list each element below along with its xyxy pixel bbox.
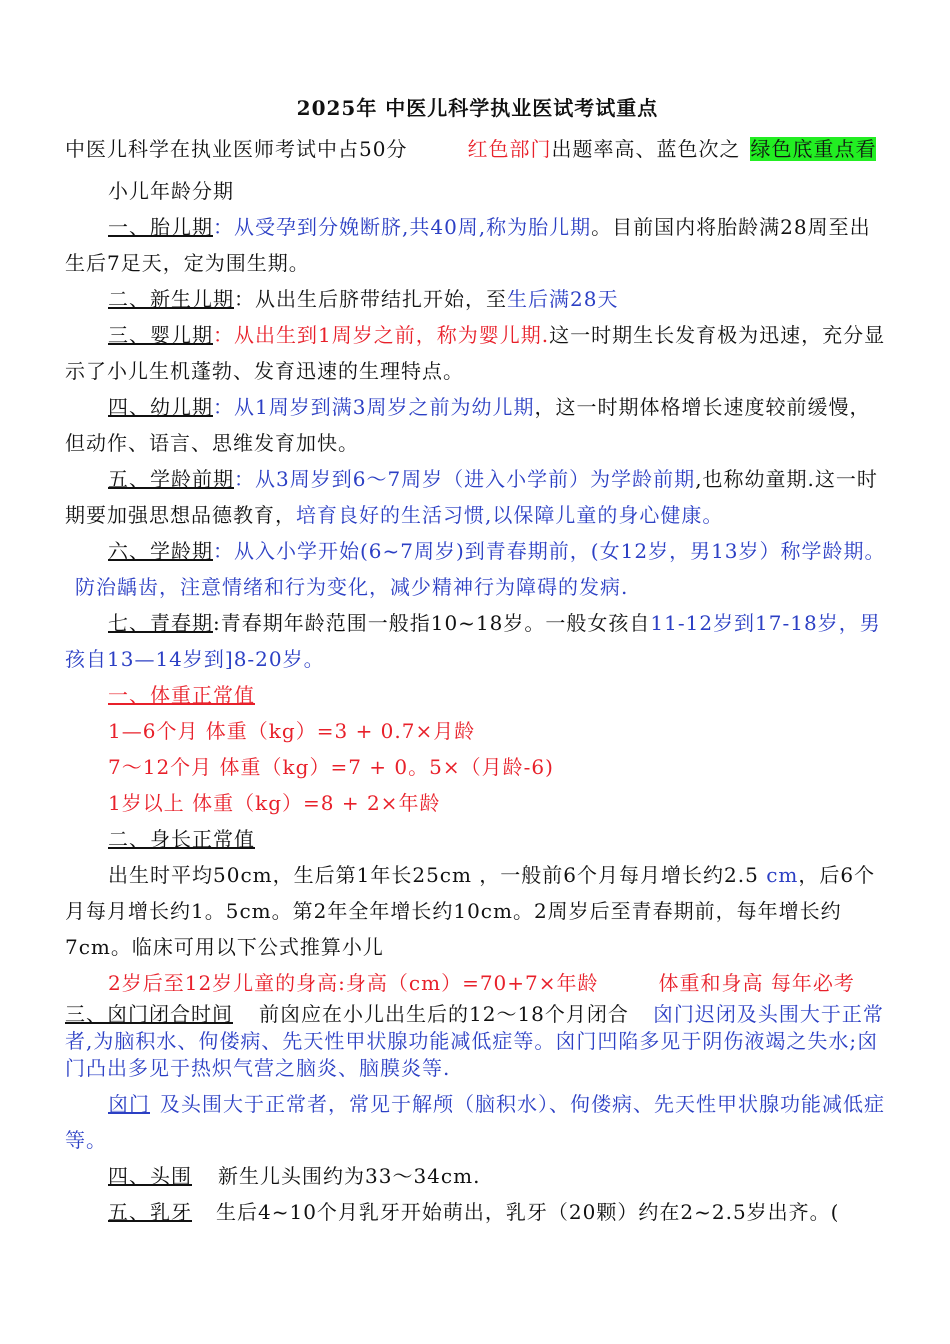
puberty-ages: 11-12岁到17-18岁，男孩自13—14岁到]8-20岁。 (65, 611, 881, 671)
fontanel-p2-label: 囟门 (108, 1092, 150, 1116)
puberty-text: :青春期年龄范围一般指10~18岁。一般女孩自 (213, 611, 651, 635)
preschool-period-definition: ：从3周岁到6～7周岁（进入小学前）为学龄前期 (234, 467, 696, 491)
weight-label: 一、体重正常值 (108, 683, 255, 707)
puberty-label: 七、青春期 (108, 611, 213, 635)
fontanel-paragraph-2 (65, 1086, 890, 1158)
height-label: 二、身长正常值 (108, 827, 255, 851)
head-text: 新生儿头围约为33～34cm. (218, 1164, 481, 1188)
fontanel-clinical-note: 囟门迟闭及头围大于正常者,为脑积水、佝偻病、先天性甲状腺功能减低症等。囟门凹陷多见于阴伤液竭之失水;囟门凸出多见于热炽气营之脑炎、脑膜炎等. (65, 1002, 884, 1080)
weight-heading (65, 677, 890, 713)
head-label: 四、头围 (108, 1164, 192, 1188)
teeth-label: 五、乳牙 (108, 1200, 192, 1224)
document-title: 2025年 中医儿科学执业医试考试重点 (296, 96, 659, 120)
head-paragraph (65, 1158, 890, 1194)
fontanel-label: 三、囟门闭合时间 (65, 1002, 233, 1026)
preschool-period-paragraph (65, 461, 890, 533)
infant-period-rest: 这一时期生长发育极为迅速，充分显示了小儿生机蓬勃、发育迅速的生理特点。 (65, 323, 886, 383)
height-text-1: 出生时平均50cm，生后第1年长25cm ，一般前6个月每月增长约2.5 (108, 863, 767, 887)
teeth-paragraph (65, 1194, 890, 1230)
weight-formula-3: 1岁以上 体重（kg）=8 + 2×年龄 (108, 791, 441, 815)
fetal-period-paragraph (65, 209, 890, 281)
weight-formula-2: 7～12个月 体重（kg）=7 + 0。5×（月龄-6) (108, 755, 554, 779)
neonatal-period-end: 生后满28天 (507, 287, 619, 311)
height-formula: 2岁后至12岁儿童的身高:身高（cm）=70+7×年龄 (108, 971, 599, 995)
fetal-period-definition: 从受孕到分娩断脐,共40周,称为胎儿期 (234, 215, 592, 239)
height-paragraph (65, 857, 890, 965)
infant-period-paragraph (65, 317, 890, 389)
intro-green-note: 绿色底重点看 (750, 137, 877, 161)
preschool-period-label: 五、学龄前期 (108, 467, 234, 491)
neonatal-period-text: ：从出生后脐带结扎开始，至 (234, 287, 507, 311)
fetal-period-colon: ： (213, 215, 234, 239)
intro-text: 中医儿科学在执业医师考试中占50分 (65, 137, 408, 161)
weight-formula-1: 1—6个月 体重（kg）=3 + 0.7×月龄 (108, 719, 476, 743)
height-text-2: ，后6个月每月增长约1。5cm。第2年全年增长约10cm。2周岁后至青春期前，每年增长约7cm。临床可用以下公式推算小儿 (65, 863, 876, 959)
toddler-period-paragraph (65, 389, 890, 461)
school-age-definition: ：从入小学开始(6~7周岁)到青春期前，(女12岁，男13岁）称学龄期。 (213, 539, 886, 563)
fetal-period-rest: 。目前国内将胎龄满28周至出生后7足天，定为围生期。 (65, 215, 871, 275)
toddler-period-definition: ：从1周岁到满3周岁之前为幼儿期 (213, 395, 535, 419)
toddler-period-rest: ，这一时期体格增长速度较前缓慢，但动作、语言、思维发育加快。 (65, 395, 871, 455)
height-cm-unit: cm (766, 863, 799, 887)
preschool-period-text: ,也称幼童期.这一时期要加强思想品德教育， (65, 467, 878, 527)
neonatal-period-paragraph (65, 281, 890, 317)
toddler-period-label: 四、幼儿期 (108, 395, 213, 419)
intro-red-note: 红色部门 (467, 137, 552, 161)
exam-note: 体重和身高 每年必考 (658, 971, 855, 995)
fontanel-p2-text: 及头围大于正常者，常见于解颅（脑积水）、佝偻病、先天性甲状腺功能减低症等。 (65, 1092, 885, 1152)
preschool-period-note: 培育良好的生活习惯,以保障儿童的身心健康。 (296, 503, 724, 527)
teeth-text: 生后4~10个月乳牙开始萌出，乳牙（20颗）约在2~2.5岁出齐。( (216, 1200, 840, 1224)
intro-text-2: 出题率高、蓝色次之 (551, 137, 741, 161)
age-section-heading: 小儿年龄分期 (108, 179, 234, 203)
infant-period-definition: ：从出生到1周岁之前，称为婴儿期. (213, 323, 550, 347)
neonatal-period-label: 二、新生儿期 (108, 287, 234, 311)
fontanel-text: 前囟应在小儿出生后的12～18个月闭合 (259, 1002, 629, 1026)
height-heading (65, 821, 890, 857)
school-age-note: 防治龋齿，注意情绪和行为变化，减少精神行为障碍的发病. (75, 575, 629, 599)
school-age-paragraph (65, 533, 890, 605)
fetal-period-label: 一、胎儿期 (108, 215, 213, 239)
puberty-paragraph (65, 605, 890, 677)
height-formula-line (65, 965, 890, 1001)
fontanel-paragraph (65, 1001, 890, 1082)
school-age-label: 六、学龄期 (108, 539, 213, 563)
intro-paragraph (65, 131, 890, 167)
infant-period-label: 三、婴儿期 (108, 323, 213, 347)
